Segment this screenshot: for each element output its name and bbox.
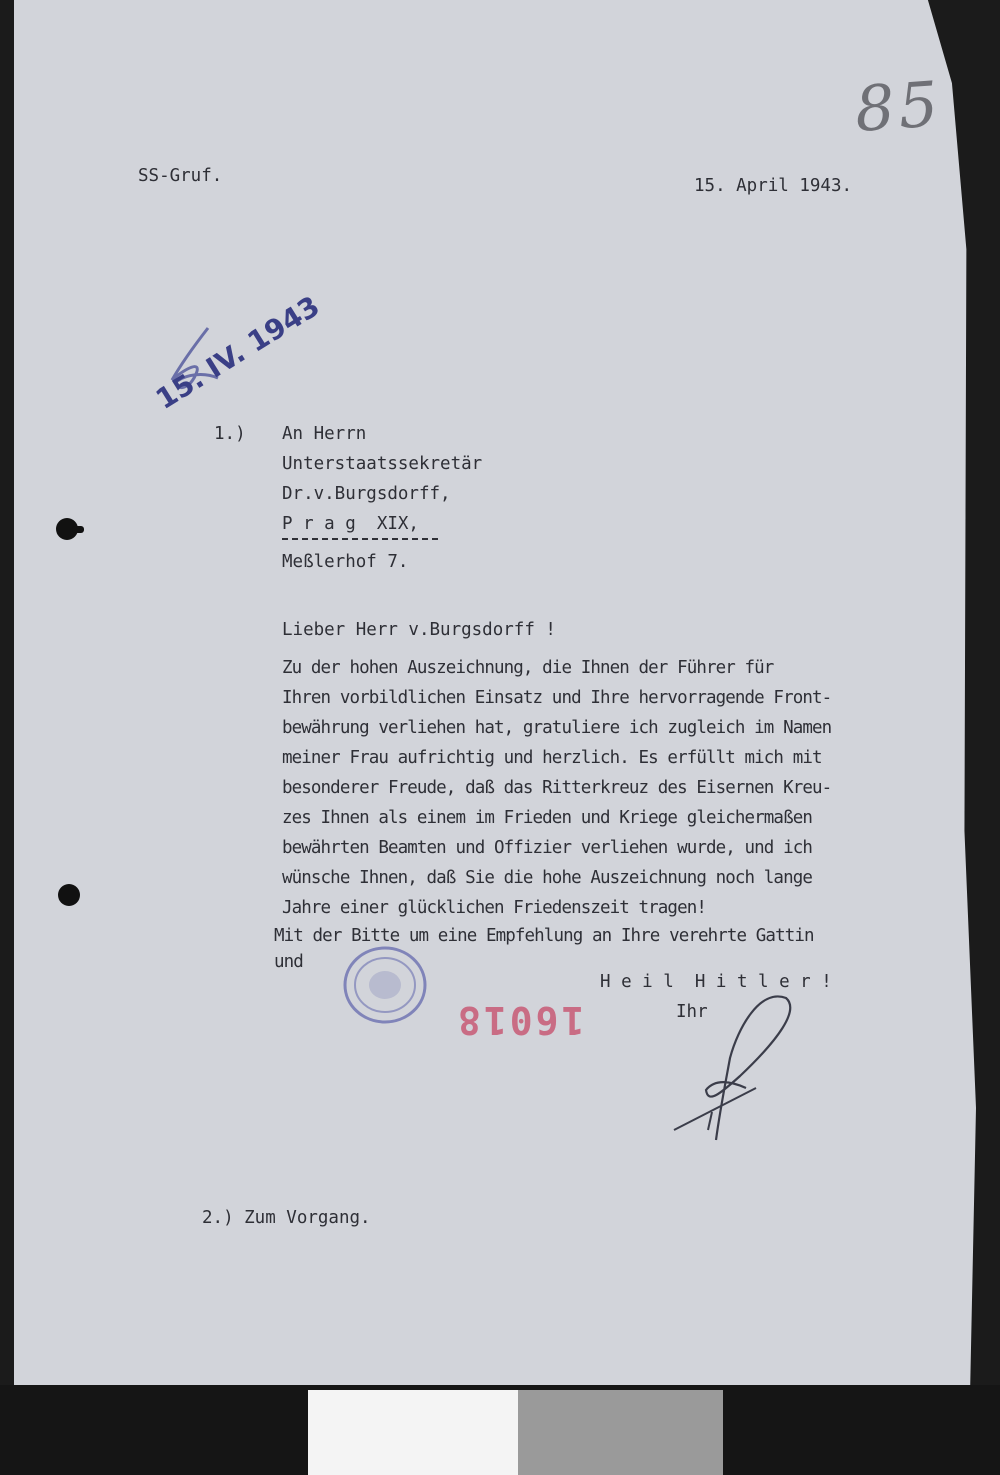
body-line-4: meiner Frau aufrichtig und herzlich. Es erfüllt mich mit [282, 748, 822, 768]
punch-hole-bottom [58, 884, 80, 906]
sender-rank: SS-Gruf. [138, 166, 223, 186]
closing-greeting: H e i l H i t l e r ! [600, 972, 832, 992]
body-line-3: bewährung verliehen hat, gratuliere ich zugleich im Namen [282, 718, 832, 738]
body-line-11: und [274, 952, 303, 972]
body-line-7: bewährten Beamten und Offizier verliehen wurde, und ich [282, 838, 812, 858]
body-line-9: Jahre einer glücklichen Friedenszeit tragen! [282, 898, 706, 918]
address-line-4: P r a g XIX, [282, 514, 419, 534]
body-line-5: besonderer Freude, daß das Ritterkreuz des Eisernen Kreu- [282, 778, 832, 798]
ink-seal-stamp [342, 945, 428, 1025]
address-line-5: Meßlerhof 7. [282, 552, 409, 572]
color-calibration-white [308, 1390, 518, 1475]
address-line-2: Unterstaatssekretär [282, 454, 483, 474]
body-line-2: Ihren vorbildlichen Einsatz und Ihre hervorragende Front- [282, 688, 832, 708]
salutation: Lieber Herr v.Burgsdorff ! [282, 620, 556, 640]
red-registration-stamp: 16018 [455, 998, 585, 1042]
punch-hole-top [56, 518, 78, 540]
footer-note: 2.) Zum Vorgang. [202, 1208, 371, 1228]
page-number: 85 [852, 67, 945, 146]
color-calibration-grey [518, 1390, 723, 1475]
closing-signoff: Ihr [676, 1002, 708, 1022]
received-date-stamp: 15. IV. 1943 [150, 289, 326, 416]
body-line-8: wünsche Ihnen, daß Sie die hohe Auszeichnung noch lange [282, 868, 812, 888]
body-line-6: zes Ihnen als einem im Frieden und Kriege gleichermaßen [282, 808, 812, 828]
address-line-1: An Herrn [282, 424, 367, 444]
body-line-1: Zu der hohen Auszeichnung, die Ihnen der Führer für [282, 658, 774, 678]
address-line-3: Dr.v.Burgsdorff, [282, 484, 451, 504]
body-line-10: Mit der Bitte um eine Empfehlung an Ihre verehrte Gattin [274, 926, 814, 946]
letter-date: 15. April 1943. [694, 176, 853, 196]
address-underline [282, 538, 438, 540]
item-one-marker: 1.) [214, 424, 246, 444]
handwritten-signature [668, 980, 808, 1160]
